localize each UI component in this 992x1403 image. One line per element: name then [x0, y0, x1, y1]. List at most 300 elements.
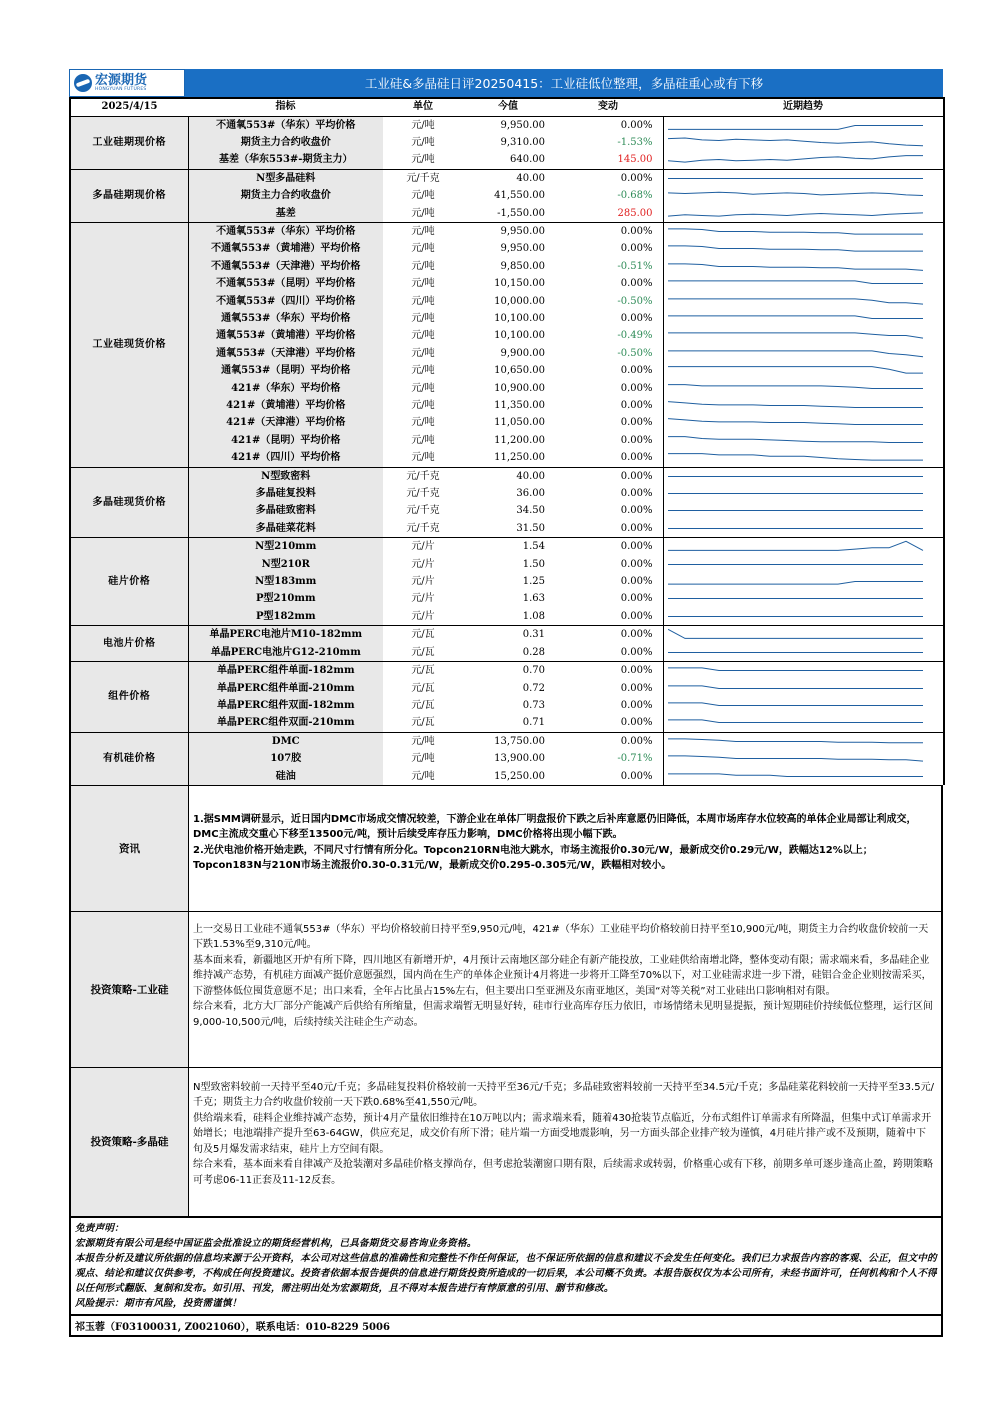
trend-sparkline: [663, 345, 944, 362]
trend-sparkline: [663, 590, 944, 607]
table-row: [70, 626, 944, 644]
sparkline-line: [668, 419, 923, 425]
sparkline-svg: [668, 663, 933, 678]
trend-sparkline: [663, 467, 944, 485]
unit-cell: 元/千克: [383, 169, 463, 187]
change-cell: 0.00%: [620, 488, 653, 500]
value-cell: 9,850.00: [500, 260, 545, 272]
header-change: 变动: [553, 98, 663, 116]
news-item-2: 2.光伏电池价格开始走跌，不同尺寸行情有所分化。Topcon210RN电池大跳水，市场主流报价0.30元/W，最新成交价0.29元/W，跌幅达12%以上；Topcon183N与210N市场主流报价0.30-0.31元/W，最新成交价0.295-0.305元/W，跌幅相对较小。: [193, 844, 873, 872]
change-cell: 0.00%: [620, 382, 653, 394]
unit-cell: 元/瓦: [411, 699, 435, 711]
unit-cell: 元/吨: [411, 770, 435, 782]
indicator-name: 不通氧553#（四川）平均价格: [188, 293, 383, 310]
change-cell: 0.00%: [620, 417, 653, 429]
sparkline-svg: [668, 734, 933, 749]
unit-cell: 元/吨: [411, 154, 435, 166]
indicator-name: 通氧553#（华东）平均价格: [188, 310, 383, 327]
sparkline-line: [668, 351, 923, 357]
unit-cell: 元/吨: [411, 400, 435, 411]
news-section: [69, 785, 943, 911]
unit-cell: 元/吨: [411, 243, 435, 255]
trend-sparkline: [663, 327, 944, 344]
indicator-name: N型致密料: [188, 467, 383, 485]
news-item-1: 1.据SMM调研显示，近日国内DMC市场成交情况较差，下游企业在单体厂明盘报价下跌之后补库意愿仍旧降低，本周市场库存水位较高的单体企业局部让利成交，DMC主流成交重心下移至13500元/吨，预计后续受库存压力影响，DMC价格将出现小幅下跌。: [193, 813, 917, 841]
table-row: [70, 380, 944, 397]
category-label: 工业硅现货价格: [70, 222, 188, 467]
value-cell: 10,000.00: [494, 295, 545, 307]
unit-cell: 元/片: [411, 593, 435, 605]
change-cell: 0.00%: [620, 452, 653, 464]
header-trend: 近期趋势: [663, 98, 944, 116]
unit-cell: 元/吨: [411, 452, 435, 464]
sparkline-svg: [668, 415, 933, 430]
unit-cell: 元/瓦: [383, 662, 463, 680]
sparkline-svg: [668, 171, 933, 186]
sparkline-line: [668, 720, 923, 723]
sparkline-line: [668, 436, 923, 442]
sparkline-svg: [668, 751, 933, 766]
indicator-name: 单晶PERC电池片G12-210mm: [188, 644, 383, 662]
indicator-name: 通氧553#（昆明）平均价格: [188, 362, 383, 379]
unit-cell: 元/吨: [411, 190, 435, 202]
indicator-name: N型183mm: [188, 573, 383, 590]
sparkline-line: [668, 316, 923, 319]
trend-sparkline: [663, 310, 944, 327]
change-cell: 0.00%: [553, 222, 663, 240]
trend-sparkline: [663, 502, 944, 519]
table-row: [70, 397, 944, 414]
disclaimer-line-1: 宏源期货有限公司是经中国证监会批准设立的期货经营机构，已具备期货交易咨询业务资格。: [75, 1237, 477, 1249]
indicator-name: 107胶: [188, 750, 383, 767]
value-cell: 31.50: [516, 522, 545, 534]
unit-cell: 元/片: [411, 576, 435, 588]
unit-cell: 元/吨: [411, 753, 435, 765]
table-row: [70, 573, 944, 590]
unit-cell: 元/吨: [411, 207, 435, 219]
sparkline-svg: [668, 591, 933, 606]
sparkline-svg: [668, 433, 933, 448]
table-row: [70, 134, 944, 151]
indicator-name: 不通氧553#（昆明）平均价格: [188, 275, 383, 292]
trend-sparkline: [663, 485, 944, 502]
value-cell: 1.25: [522, 576, 545, 588]
sparkline-line: [668, 454, 923, 461]
indicator-name: 421#（黄埔港）平均价格: [188, 397, 383, 414]
unit-cell: 元/吨: [411, 295, 435, 307]
indicator-name: 多晶硅复投料: [188, 485, 383, 502]
table-row: [70, 768, 944, 785]
unit-cell: 元/吨: [411, 382, 435, 394]
change-cell: 0.00%: [620, 434, 653, 446]
indicator-name: 421#（昆明）平均价格: [188, 432, 383, 449]
value-cell: 0.28: [522, 646, 545, 658]
trend-sparkline: [663, 380, 944, 397]
disclaimer-line-2: 本报告分析及建议所依据的信息均来源于公开资料，本公司对这些信息的准确性和完整性不作任何保证，也不保证所依据的信息和建议不会发生任何变化。我们已力求报告内容的客观、公正，但文中的观点、结论和建议仅供参考，不构成任何投资建议。投资者依据本报告提供的信息进行期货投资所造成的一切后果，本公司概不负责。本报告版权仅为本公司所有，未经书面许可，任何机构和个人不得以任何形式翻版、复制和发布。如引用、刊发，需注明出处为宏源期货，且不得对本报告进行有悖原意的引用、删节和修改。: [75, 1252, 937, 1294]
table-row: [70, 275, 944, 292]
table-row: [70, 169, 944, 187]
value-cell: 10,100.00: [494, 330, 545, 342]
value-cell: 10,150.00: [494, 278, 545, 290]
table-row: [70, 556, 944, 573]
value-cell: 10,900.00: [494, 382, 545, 394]
indicator-name: 不通氧553#（华东）平均价格: [188, 222, 383, 240]
trend-sparkline: [663, 538, 944, 556]
trend-sparkline: [663, 397, 944, 414]
sparkline-svg: [668, 346, 933, 361]
strategy-si-label: 投资策略-工业硅: [71, 912, 189, 1067]
sparkline-line: [668, 685, 923, 688]
change-cell: 0.00%: [620, 699, 653, 711]
table-row: [70, 187, 944, 204]
change-cell: 0.00%: [553, 169, 663, 187]
indicator-name: 单晶PERC组件双面-182mm: [188, 697, 383, 714]
sparkline-svg: [668, 715, 933, 730]
unit-cell: 元/瓦: [383, 626, 463, 644]
change-cell: 0.00%: [620, 610, 653, 622]
trend-sparkline: [663, 187, 944, 204]
strategy-poly-label: 投资策略-多晶硅: [71, 1068, 189, 1216]
trend-sparkline: [663, 116, 944, 134]
table-header-row: [70, 98, 944, 116]
strategy-poly-p3: 综合来看，基本面来看自律减产及抢装潮对多晶硅价格支撑尚存，但考虑抢装潮窗口期有限，后续需求或转弱，价格重心或有下移，前期多单可逐步逢高止盈，跨期策略可考虑06-11正套及11-12反套。: [193, 1159, 933, 1186]
trend-sparkline: [663, 414, 944, 431]
value-cell: 11,250.00: [494, 452, 545, 464]
table-row: [70, 258, 944, 275]
value-cell: 11,350.00: [494, 400, 545, 411]
unit-cell: 元/片: [383, 538, 463, 556]
report-date: 2025/4/15: [70, 98, 188, 116]
indicator-name: 421#（华东）平均价格: [188, 380, 383, 397]
change-cell: 0.00%: [620, 682, 653, 694]
table-row: [70, 432, 944, 449]
indicator-name: 不通氧553#（华东）平均价格: [188, 116, 383, 134]
sparkline-svg: [668, 627, 933, 642]
table-row: [70, 310, 944, 327]
unit-cell: 元/吨: [411, 312, 435, 324]
change-cell: -0.49%: [617, 330, 653, 342]
value-cell: 1.50: [522, 558, 545, 570]
sparkline-line: [668, 125, 923, 129]
table-row: [70, 467, 944, 485]
table-row: [70, 449, 944, 467]
sparkline-svg: [668, 241, 933, 256]
report-page: [69, 69, 943, 1337]
table-row: [70, 240, 944, 257]
sparkline-line: [668, 264, 923, 271]
table-row: [70, 116, 944, 134]
sparkline-line: [668, 668, 923, 671]
category-label: 工业硅期现价格: [70, 116, 188, 169]
value-cell: 1.08: [522, 610, 545, 622]
indicator-name: 基差（华东553#-期货主力）: [188, 151, 383, 169]
sparkline-svg: [668, 450, 933, 465]
unit-cell: 元/吨: [411, 417, 435, 429]
value-cell: 10,650.00: [494, 365, 545, 377]
unit-cell: 元/千克: [406, 522, 440, 534]
price-table: [69, 97, 945, 785]
value-cell: 9,900.00: [500, 347, 545, 359]
value-cell: 9,310.00: [500, 136, 545, 148]
category-label: 硅片价格: [70, 538, 188, 626]
change-cell: 0.00%: [620, 278, 653, 290]
news-label: 资讯: [71, 786, 189, 911]
category-label: 多晶硅现货价格: [70, 467, 188, 538]
table-row: [70, 362, 944, 379]
trend-sparkline: [663, 222, 944, 240]
sparkline-svg: [668, 311, 933, 326]
analyst-contact: 祁玉蓉（F03100031, Z0021060），联系电话：010-8229 5006: [69, 1316, 943, 1337]
sparkline-line: [668, 212, 923, 215]
sparkline-svg: [668, 276, 933, 291]
table-row: [70, 327, 944, 344]
trend-sparkline: [663, 750, 944, 767]
change-cell: 0.00%: [620, 593, 653, 605]
table-row: [70, 732, 944, 750]
unit-cell: 元/千克: [383, 467, 463, 485]
trend-sparkline: [663, 293, 944, 310]
unit-cell: 元/吨: [411, 260, 435, 272]
sparkline-line: [668, 192, 923, 195]
table-row: [70, 345, 944, 362]
indicator-name: 通氧553#（天津港）平均价格: [188, 345, 383, 362]
sparkline-line: [668, 773, 923, 776]
trend-sparkline: [663, 151, 944, 169]
table-row: [70, 222, 944, 240]
sparkline-line: [668, 333, 923, 338]
trend-sparkline: [663, 362, 944, 379]
trend-sparkline: [663, 432, 944, 449]
change-cell: 0.00%: [553, 538, 663, 556]
sparkline-svg: [668, 609, 933, 624]
change-cell: 0.00%: [620, 365, 653, 377]
change-cell: 0.00%: [553, 626, 663, 644]
strategy-si-p2: 基本面来看，新疆地区开炉有所下降，四川地区有新增开炉，4月预计云南地区部分硅企有新产能投放，工业硅供给南增北降，整体变动有限；需求端来看，多晶硅企业维持减产态势，有机硅方面减产挺价意愿强烈，国内尚在生产的单体企业预计4月将进一步将开工降至70%以下，对工业硅需求进一步下滑，硅铝合金企业则按需采买，下游整体低位囤货意愿不足；出口来看，全年占比虽占15%左右，但主要出口至亚洲及东南亚地区，美国“对等关税”对工业硅出口影响相对有限。: [193, 954, 932, 997]
unit-cell: 元/吨: [411, 278, 435, 290]
indicator-name: 硅油: [188, 768, 383, 785]
table-row: [70, 680, 944, 697]
value-cell: 13,750.00: [463, 732, 553, 750]
sparkline-line: [668, 384, 923, 388]
sparkline-svg: [668, 135, 933, 150]
sparkline-svg: [668, 398, 933, 413]
table-row: [70, 644, 944, 662]
header-unit: 单位: [383, 98, 463, 116]
indicator-name: 多晶硅致密料: [188, 502, 383, 519]
strategy-si-section: [69, 911, 943, 1067]
value-cell: 1.63: [522, 593, 545, 605]
indicator-name: 单晶PERC组件双面-210mm: [188, 714, 383, 732]
change-cell: 0.00%: [620, 522, 653, 534]
value-cell: 13,900.00: [494, 753, 545, 765]
category-label: 多晶硅期现价格: [70, 169, 188, 222]
trend-sparkline: [663, 644, 944, 662]
change-cell: 0.00%: [553, 116, 663, 134]
value-cell: 9,950.00: [500, 243, 545, 255]
sparkline-svg: [668, 503, 933, 518]
value-cell: 1.54: [463, 538, 553, 556]
logo-name-en: HONGYUAN FUTURES: [95, 86, 147, 92]
indicator-name: 多晶硅菜花料: [188, 520, 383, 538]
strategy-poly-p2: 供给端来看，硅料企业维持减产态势，预计4月产量依旧维持在10万吨以内；需求端来看，随着430抢装节点临近，分布式组件订单需求有所降温，但集中式订单需求开始增长；电池端排产提升至63-64GW，供应充足，成交价有所下滑；硅片端一方面受地震影响，另一方面头部企业排产较为谨慎，4月硅片排产或不及预期，随着中下旬及5月爆发需求结束，硅片上方空间有限。: [193, 1112, 932, 1155]
trend-sparkline: [663, 169, 944, 187]
unit-cell: 元/千克: [406, 488, 440, 500]
value-cell: 40.00: [463, 467, 553, 485]
indicator-name: N型多晶硅料: [188, 169, 383, 187]
logo-name: 宏源期货: [95, 72, 148, 88]
table-row: [70, 205, 944, 223]
sparkline-line: [668, 739, 923, 743]
change-cell: 0.00%: [620, 243, 653, 255]
sparkline-svg: [668, 381, 933, 396]
change-cell: 0.00%: [553, 732, 663, 750]
table-row: [70, 608, 944, 626]
change-cell: -0.68%: [617, 190, 653, 202]
unit-cell: 元/吨: [411, 434, 435, 446]
sparkline-svg: [668, 698, 933, 713]
indicator-name: 期货主力合约收盘价: [188, 187, 383, 204]
value-cell: 9,950.00: [463, 116, 553, 134]
trend-sparkline: [663, 714, 944, 732]
header-indicator: 指标: [188, 98, 383, 116]
change-cell: 0.00%: [620, 717, 653, 729]
sparkline-svg: [668, 328, 933, 343]
trend-sparkline: [663, 573, 944, 590]
unit-cell: 元/千克: [406, 505, 440, 517]
unit-cell: 元/吨: [383, 732, 463, 750]
value-cell: 40.00: [463, 169, 553, 187]
table-row: [70, 414, 944, 431]
sparkline-svg: [668, 539, 933, 554]
sparkline-line: [668, 630, 923, 639]
change-cell: 0.00%: [620, 558, 653, 570]
trend-sparkline: [663, 608, 944, 626]
indicator-name: 不通氧553#（天津港）平均价格: [188, 258, 383, 275]
change-cell: 0.00%: [620, 576, 653, 588]
sparkline-line: [668, 367, 923, 374]
indicator-name: 单晶PERC电池片M10-182mm: [188, 626, 383, 644]
disclaimer: [69, 1216, 943, 1316]
value-cell: 36.00: [516, 488, 545, 500]
sparkline-line: [668, 281, 923, 284]
value-cell: 9,950.00: [463, 222, 553, 240]
sparkline-line: [668, 156, 923, 163]
category-label: 有机硅价格: [70, 732, 188, 785]
value-cell: 41,550.00: [494, 190, 545, 202]
trend-sparkline: [663, 240, 944, 257]
company-logo: [69, 69, 185, 97]
trend-sparkline: [663, 258, 944, 275]
value-cell: 0.31: [463, 626, 553, 644]
sparkline-line: [668, 138, 923, 146]
trend-sparkline: [663, 556, 944, 573]
disclaimer-line-3: 风险提示：期市有风险，投资需谨慎！: [75, 1297, 242, 1309]
trend-sparkline: [663, 275, 944, 292]
unit-cell: 元/吨: [383, 116, 463, 134]
change-cell: -0.50%: [617, 347, 653, 359]
table-row: [70, 750, 944, 767]
report-header: [69, 69, 943, 97]
sparkline-svg: [668, 118, 933, 133]
value-cell: 0.71: [522, 717, 545, 729]
indicator-name: 单晶PERC组件单面-210mm: [188, 680, 383, 697]
sparkline-svg: [668, 259, 933, 274]
table-row: [70, 662, 944, 680]
indicator-name: DMC: [188, 732, 383, 750]
indicator-name: P型182mm: [188, 608, 383, 626]
sparkline-svg: [668, 681, 933, 696]
unit-cell: 元/吨: [383, 222, 463, 240]
trend-sparkline: [663, 449, 944, 467]
value-cell: 15,250.00: [494, 770, 545, 782]
indicator-name: 421#（天津港）平均价格: [188, 414, 383, 431]
trend-sparkline: [663, 520, 944, 538]
table-row: [70, 520, 944, 538]
value-cell: 11,200.00: [494, 434, 545, 446]
category-label: 电池片价格: [70, 626, 188, 662]
report-title: 工业硅&多晶硅日评20250415：工业硅低位整理，多晶硅重心或有下移: [185, 69, 943, 97]
indicator-name: 不通氧553#（黄埔港）平均价格: [188, 240, 383, 257]
category-label: 组件价格: [70, 662, 188, 733]
table-row: [70, 714, 944, 732]
value-cell: 10,100.00: [494, 312, 545, 324]
sparkline-svg: [668, 152, 933, 167]
value-cell: 0.72: [522, 682, 545, 694]
table-row: [70, 485, 944, 502]
trend-sparkline: [663, 680, 944, 697]
indicator-name: 421#（四川）平均价格: [188, 449, 383, 467]
indicator-name: 通氧553#（黄埔港）平均价格: [188, 327, 383, 344]
table-row: [70, 502, 944, 519]
unit-cell: 元/片: [411, 610, 435, 622]
strategy-si-p3: 综合来看，北方大厂部分产能减产后供给有所缩量，但需求端暂无明显好转，硅市行业高库存压力依旧，市场情绪未见明显提振，预计短期硅价持续低位整理，运行区间9,000-10,500元/吨，后续持续关注硅企生产动态。: [193, 1001, 933, 1028]
unit-cell: 元/吨: [411, 347, 435, 359]
unit-cell: 元/瓦: [411, 682, 435, 694]
sparkline-line: [668, 582, 923, 585]
change-cell: 0.00%: [620, 312, 653, 324]
indicator-name: N型210mm: [188, 538, 383, 556]
value-cell: 0.70: [463, 662, 553, 680]
indicator-name: P型210mm: [188, 590, 383, 607]
unit-cell: 元/吨: [411, 330, 435, 342]
sparkline-svg: [668, 206, 933, 221]
sparkline-svg: [668, 521, 933, 536]
change-cell: 0.00%: [553, 467, 663, 485]
trend-sparkline: [663, 662, 944, 680]
logo-mark-icon: [74, 74, 92, 92]
table-row: [70, 590, 944, 607]
trend-sparkline: [663, 626, 944, 644]
sparkline-svg: [668, 557, 933, 572]
sparkline-svg: [668, 294, 933, 309]
sparkline-line: [668, 402, 923, 408]
change-cell: -0.71%: [617, 753, 653, 765]
sparkline-svg: [668, 645, 933, 660]
strategy-si-body: [189, 912, 941, 1067]
unit-cell: 元/瓦: [411, 717, 435, 729]
trend-sparkline: [663, 134, 944, 151]
sparkline-line: [668, 298, 923, 303]
change-cell: 285.00: [617, 207, 653, 219]
sparkline-svg: [668, 363, 933, 378]
unit-cell: 元/吨: [411, 136, 435, 148]
strategy-poly-section: [69, 1067, 943, 1216]
disclaimer-title: 免责声明：: [75, 1222, 124, 1234]
change-cell: 0.00%: [620, 646, 653, 658]
trend-sparkline: [663, 732, 944, 750]
trend-sparkline: [663, 205, 944, 223]
news-body: [189, 786, 941, 911]
